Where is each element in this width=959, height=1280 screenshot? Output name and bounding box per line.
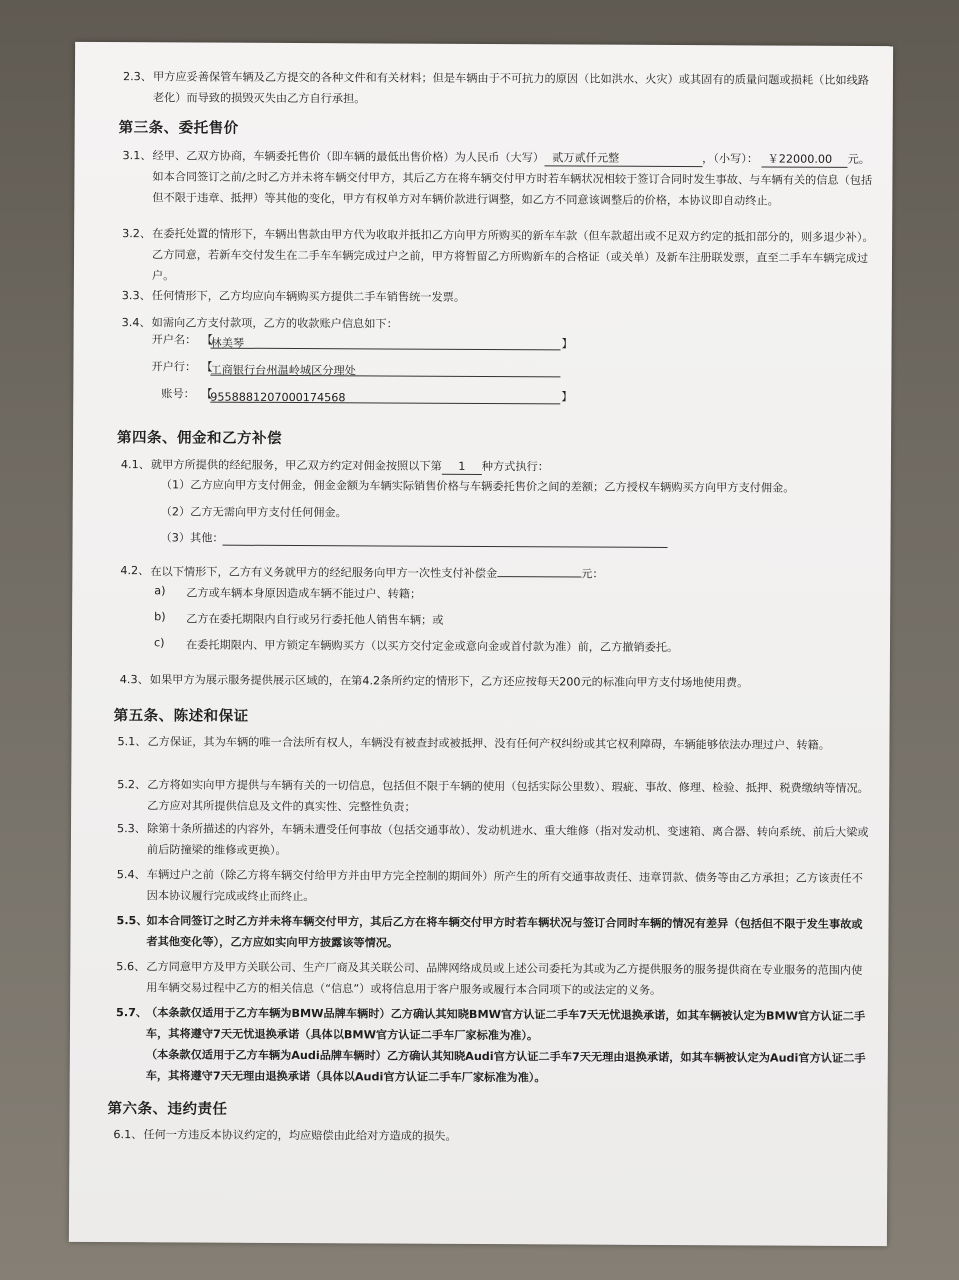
clause-5-6 bbox=[116, 956, 868, 997]
clause-number: 5.3、 bbox=[116, 822, 147, 836]
clause-text: 甲方应妥善保管车辆及乙方提交的各种文件和有关材料；但是车辆由于不可抗力的原因（比如洪水、火灾）或其固有的质量问题或损耗（比如线路老化）而导致的损毁灭失由乙方自行承担。 bbox=[152, 70, 870, 106]
article-5-heading: 第五条、陈述和保证 bbox=[113, 708, 249, 725]
clause-text: 元： bbox=[581, 567, 604, 581]
clause-number: 3.2、 bbox=[122, 227, 152, 241]
contract-page bbox=[69, 42, 893, 1246]
clause-text: 如需向乙方支付款项，乙方的收款账户信息如下： bbox=[151, 316, 398, 331]
clause-number: 5.2、 bbox=[117, 778, 147, 792]
clause-text: 在以下情形下，乙方有义务就甲方的经纪服务向甲方一次性支付补偿金 bbox=[150, 565, 498, 581]
clause-5-2 bbox=[117, 774, 869, 814]
clause-4-3 bbox=[119, 669, 872, 690]
clause-4-1 bbox=[120, 454, 873, 474]
clause-text-audi: （本条款仅适用于乙方车辆为Audi品牌车辆时）乙方确认其知晓Audi官方认证二手车7天无理由退换承诺，如其车辆被认定为Audi官方认证二手车，其将遵守7天无理由退换承诺（具体以Audi官方认证二手车厂家标准为准）。 bbox=[145, 1048, 866, 1085]
article-3-heading: 第三条、委托售价 bbox=[118, 120, 239, 137]
clause-number: 3.4、 bbox=[121, 316, 151, 330]
clause-text: 就甲方所提供的经纪服务，甲乙双方约定对佣金按照以下第 bbox=[150, 458, 442, 473]
price-numeric-field: ￥22000.00 bbox=[762, 152, 848, 167]
article-6-heading: 第六条、违约责任 bbox=[107, 1101, 228, 1118]
clause-number: 3.3、 bbox=[121, 289, 151, 303]
clause-text: 元。如本合同签订之前/之时乙方并未将车辆交付甲方，其后乙方在将车辆交付甲方时若车辆状况相较于签订合同时发生事故、与车辆有关的信息（包括但不限于违章、抵押）等其他的变化，甲方有权单方对车辆价款进行调整，如乙方不同意该调整后的价格，本协议即自动终止。 bbox=[152, 152, 873, 208]
clause-5-4 bbox=[116, 864, 869, 904]
clause-text: 除第十条所描述的内容外，车辆未遭受任何事故（包括交通事故）、发动机进水、重大维修（指对发动机、变速箱、离合器、转向系统、前后大梁或前后防撞梁的维修或更换）。 bbox=[146, 822, 869, 857]
commission-option-1: （1）乙方应向甲方支付佣金，佣金金额为车辆实际销售价格与车辆委托售价之间的差额；乙方授权车辆购买方向甲方支付佣金。 bbox=[160, 478, 795, 495]
article-4-heading: 第四条、佣金和乙方补偿 bbox=[117, 430, 283, 447]
commission-option-2: （2）乙方无需向甲方支付任何佣金。 bbox=[160, 505, 347, 520]
clause-text: 如本合同签订之时乙方并未将车辆交付甲方，其后乙方在将车辆交付甲方时若车辆状况与签订合同时车辆的情况有差异（包括但不限于发生事故或者其他变化等），乙方应如实向甲方披露该等情况。 bbox=[146, 914, 863, 950]
account-name-field: 林美琴 bbox=[211, 332, 561, 351]
clause-number: 5.6、 bbox=[116, 960, 146, 974]
clause-text: 任何一方违反本协议约定的，均应赔偿由此给对方造成的损失。 bbox=[143, 1128, 457, 1143]
account-bank-row bbox=[151, 358, 196, 374]
clause-3-4 bbox=[121, 312, 874, 331]
clause-number: 5.1、 bbox=[117, 735, 147, 749]
clause-3-1 bbox=[122, 145, 875, 208]
clause-6-1 bbox=[113, 1124, 865, 1143]
commission-choice-field: 1 bbox=[442, 460, 482, 475]
bracket: 【 bbox=[201, 333, 213, 347]
condition-text-c: 在委托期限内、甲方锁定车辆购买方（以买方交付定金或意向金或首付款为准）前，乙方撤销委托。 bbox=[185, 638, 679, 655]
bracket: 【 bbox=[201, 360, 213, 374]
condition-item-c: c) bbox=[153, 636, 165, 650]
commission-other-field bbox=[223, 529, 668, 548]
clause-5-5 bbox=[116, 910, 869, 950]
clause-text: 乙方保证，其为车辆的唯一合法所有权人，车辆没有被查封或被抵押、没有任何产权纠纷或其它权利障碍，车辆能够依法办理过户、转籍。 bbox=[147, 735, 830, 752]
clause-text: 乙方同意甲方及甲方关联公司、生产厂商及其关联公司、品牌网络成员或上述公司委托为其或为乙方提供服务的服务提供商在专业服务的范围内使用车辆交易过程中乙方的相关信息（“信息”）或将信息用于客户服务或履行本合同项下的或法定的义务。 bbox=[146, 960, 863, 997]
account-number-label: 账号： bbox=[161, 387, 195, 401]
condition-text-b: 乙方在委托期限内自行或另行委托他人销售车辆；或 bbox=[186, 612, 444, 627]
clause-4-2 bbox=[120, 560, 872, 581]
commission-option-3: （3）其他： bbox=[160, 531, 224, 545]
clause-text: 种方式执行： bbox=[481, 460, 549, 474]
clause-text: ，（小写）： bbox=[702, 152, 759, 166]
account-number-row bbox=[161, 385, 195, 401]
compensation-amount-field bbox=[497, 562, 581, 577]
clause-text: 经甲、乙双方协商，车辆委托售价（即车辆的最低出售价格）为人民币（大写） bbox=[152, 149, 545, 165]
account-bank-field: 工商银行台州温岭城区分理处 bbox=[210, 359, 560, 378]
condition-item-b: b) bbox=[154, 610, 166, 624]
clause-number: 4.1、 bbox=[120, 458, 150, 472]
clause-text: 如果甲方为展示服务提供展示区域的，在第4.2条所约定的情形下，乙方还应按每天200元的标准向甲方支付场地使用费。 bbox=[149, 673, 749, 690]
clause-number: 5.7、 bbox=[116, 1006, 148, 1020]
clause-number: 5.5、 bbox=[116, 914, 148, 928]
clause-number: 4.3、 bbox=[119, 673, 149, 687]
clause-text: 任何情形下，乙方均应向车辆购买方提供二手车销售统一发票。 bbox=[151, 289, 466, 304]
clause-number: 2.3、 bbox=[122, 70, 152, 84]
clause-text: 车辆过户之前（除乙方将车辆交付给甲方并由甲方完全控制的期间外）所产生的所有交通事故责任、违章罚款、债务等由乙方承担；乙方该责任不因本协议履行完成或终止而终止。 bbox=[146, 868, 863, 904]
account-name-label: 开户名： bbox=[151, 333, 197, 347]
clause-number: 5.4、 bbox=[116, 868, 146, 882]
price-uppercase-field: 贰万贰仟元整 bbox=[544, 151, 702, 167]
clause-number: 3.1、 bbox=[122, 149, 152, 163]
account-number-field: 9558881207000174568 bbox=[210, 386, 560, 405]
clause-5-7 bbox=[116, 1002, 868, 1085]
clause-5-1 bbox=[117, 731, 870, 752]
clause-number: 4.2、 bbox=[120, 564, 150, 578]
clause-text: 乙方将如实向甲方提供与车辆有关的一切信息，包括但不限于车辆的使用（包括实际公里数）、瑕疵、事故、修理、检验、抵押、税费缴纳等情况。乙方应对其所提供信息及文件的真实性、完整性负责； bbox=[147, 778, 869, 814]
clause-text: 在委托处置的情形下，车辆出售款由甲方代为收取并抵扣乙方向甲方所购买的新车车款（但车款超出或不足双方约定的抵扣部分的，则多退少补）。乙方同意，若新车交付发生在二手车车辆完成过户之前，甲方将暂留乙方所购新车的合格证（或关单）及新车注册联发票，直至二手车车辆完成过户。 bbox=[151, 227, 874, 283]
condition-item-a: a) bbox=[154, 584, 166, 598]
bracket: 【 bbox=[201, 387, 213, 401]
condition-text-a: 乙方或车辆本身原因造成车辆不能过户、转籍； bbox=[186, 586, 422, 601]
clause-text-bmw: （本条款仅适用于乙方车辆为BMW品牌车辆时）乙方确认其知晓BMW官方认证二手车7天无忧退换承诺，如其车辆被认定为BMW官方认证二手车，其将遵守7天无忧退换承诺（具体以BMW官方认证二手车厂家标准为准）。 bbox=[145, 1006, 866, 1043]
bracket: 】 bbox=[561, 337, 573, 351]
account-bank-label: 开户行： bbox=[151, 360, 197, 374]
bracket: 】 bbox=[561, 390, 573, 404]
clause-3-2 bbox=[122, 223, 874, 283]
account-name-row bbox=[152, 331, 197, 347]
clause-2-3 bbox=[122, 66, 875, 106]
clause-number: 6.1、 bbox=[113, 1128, 143, 1142]
